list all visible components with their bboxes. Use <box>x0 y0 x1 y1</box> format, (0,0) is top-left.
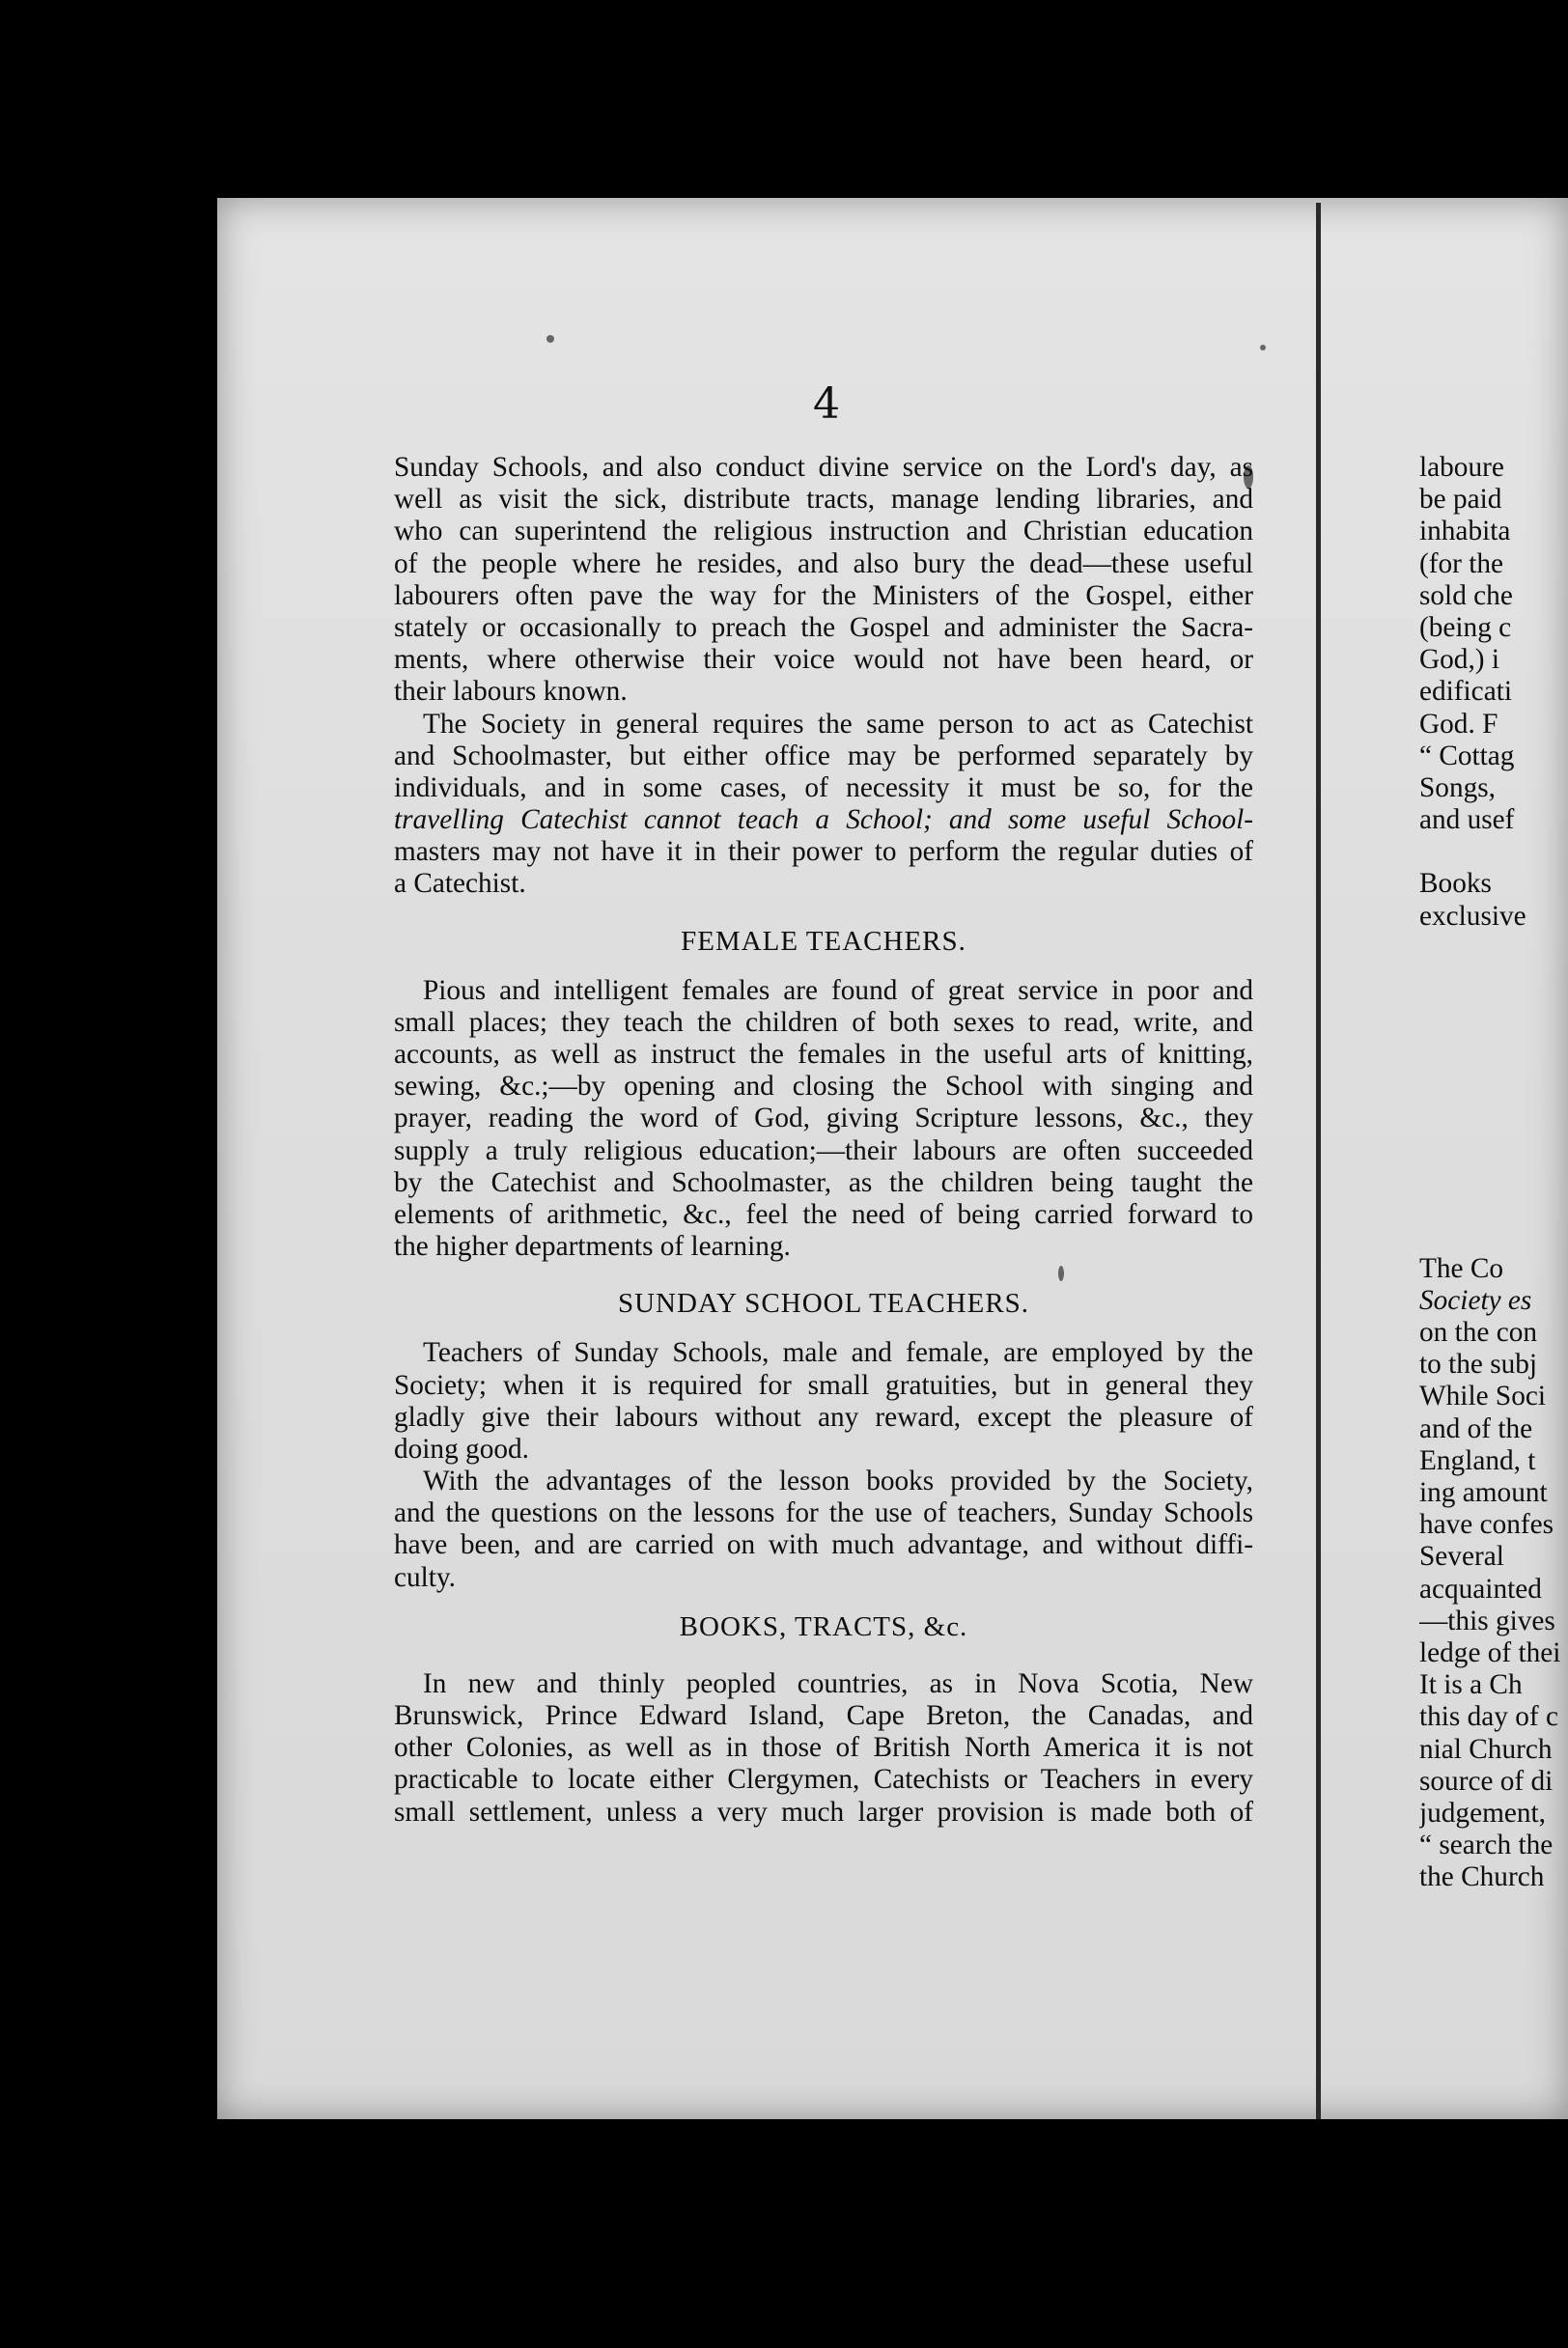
facing-page-line: edificati <box>1419 676 1512 708</box>
text-line: In new and thinly peopled countries, as in Nova Scotia, New <box>423 1667 1253 1699</box>
facing-page-line: be paid <box>1419 484 1502 516</box>
text-line: supply a truly religious education;—their labours are often succeeded <box>394 1134 1253 1166</box>
facing-page-line: ledge of thei <box>1419 1636 1561 1668</box>
facing-page-line: The Co <box>1419 1252 1504 1284</box>
text-line: gladly give their labours without any reward, except the pleasure of <box>394 1401 1253 1433</box>
text-line: and Schoolmaster, but either office may be performed separately by <box>394 740 1253 771</box>
text-line: doing good. <box>394 1433 529 1465</box>
facing-page-line: have confes <box>1419 1509 1554 1541</box>
facing-page-line: England, t <box>1419 1444 1536 1476</box>
facing-page-line: sold che <box>1419 579 1513 611</box>
text-line: With the advantages of the lesson books provided by the Society, <box>423 1466 1253 1497</box>
text-line: accounts, as well as instruct the females in the useful arts of knitting, <box>394 1039 1253 1070</box>
text-line: Sunday Schools, and also conduct divine service on the Lord's day, as <box>394 452 1253 483</box>
facing-page-line: (being c <box>1419 611 1512 643</box>
text-line: small settlement, unless a very much larger provision is made both of <box>394 1796 1253 1828</box>
facing-page-line: It is a Ch <box>1419 1669 1523 1701</box>
facing-page-line: exclusive <box>1419 900 1526 932</box>
paragraph <box>394 452 1253 709</box>
facing-page-line: this day of c <box>1419 1701 1559 1733</box>
facing-page-line <box>1419 1221 1568 1253</box>
facing-page-line: acquainted <box>1419 1573 1542 1605</box>
facing-page-text <box>1419 452 1568 1893</box>
page-number: 4 <box>813 379 840 429</box>
text-line: ments, where otherwise their voice would not have been heard, or <box>394 644 1253 676</box>
facing-page-line: and usef <box>1419 804 1515 836</box>
text-line: stately or occasionally to preach the Gospel and administer the Sacra- <box>394 611 1253 643</box>
facing-page-line: Songs, <box>1419 771 1496 803</box>
text-line: masters may not have it in their power to perform the regular duties of <box>394 836 1253 868</box>
facing-page-line <box>1419 964 1568 996</box>
facing-page-line: ing amount <box>1419 1477 1548 1508</box>
facing-page-line: on the con <box>1419 1317 1538 1349</box>
facing-page-line <box>1419 836 1568 868</box>
page-gutter <box>1316 203 1321 2119</box>
paragraph <box>394 709 1253 901</box>
section-heading: SUNDAY SCHOOL TEACHERS. <box>617 1288 1030 1320</box>
text-line: and the questions on the lessons for the use of teachers, Sunday Schools <box>394 1497 1253 1529</box>
text-line: of the people where he resides, and also bury the dead—these useful <box>394 547 1253 579</box>
facing-page-line: —this gives <box>1419 1605 1555 1636</box>
text-line: Pious and intelligent females are found of great service in poor and <box>423 974 1253 1006</box>
text-line: individuals, and in some cases, of necessity it must be so, for the <box>394 771 1253 803</box>
facing-page-line: (for the <box>1419 547 1504 579</box>
facing-page-line <box>1419 1061 1568 1093</box>
facing-page-line: God. F <box>1419 708 1498 740</box>
paragraph <box>394 1337 1253 1466</box>
facing-page-line: nial Church <box>1419 1733 1553 1765</box>
facing-page-line <box>1419 996 1568 1028</box>
facing-page-line <box>1419 1093 1568 1125</box>
text-line: Teachers of Sunday Schools, male and female, are employed by the <box>423 1337 1253 1369</box>
text-line: by the Catechist and Schoolmaster, as the children being taught the <box>394 1166 1253 1198</box>
facing-page-line: judgement, <box>1419 1797 1546 1829</box>
text-line: labourers often pave the way for the Ministers of the Gospel, either <box>394 579 1253 611</box>
text-line: have been, and are carried on with much advantage, and without diffi- <box>394 1529 1253 1561</box>
text-line: prayer, reading the word of God, giving Scripture lessons, &c., they <box>394 1103 1253 1134</box>
facing-page-line: Society es <box>1419 1284 1532 1316</box>
facing-page-line: inhabita <box>1419 516 1511 547</box>
text-line: who can superintend the religious instruction and Christian education <box>394 516 1253 547</box>
text-line: culty. <box>394 1561 457 1593</box>
text-line: Brunswick, Prince Edward Island, Cape Breton, the Canadas, and <box>394 1700 1253 1731</box>
text-line: the higher departments of learning. <box>394 1231 791 1263</box>
text-line: elements of arithmetic, &c., feel the need of being carried forward to <box>394 1198 1253 1230</box>
facing-page-line: source of di <box>1419 1765 1554 1797</box>
facing-page-line: “ Cottag <box>1419 740 1515 771</box>
text-line: Society; when it is required for small gratuities, but in general they <box>394 1369 1253 1401</box>
facing-page-line: While Soci <box>1419 1381 1546 1412</box>
facing-page-line: and of the <box>1419 1412 1533 1444</box>
facing-page-line <box>1419 1125 1568 1157</box>
text-line: well as visit the sick, distribute tracts, manage lending libraries, and <box>394 484 1253 516</box>
facing-page-line <box>1419 1157 1568 1188</box>
section-heading: BOOKS, TRACTS, &c. <box>679 1610 968 1642</box>
text-line: sewing, &c.;—by opening and closing the School with singing and <box>394 1071 1253 1103</box>
facing-page-line: “ search the <box>1419 1830 1554 1861</box>
paragraph <box>394 1466 1253 1594</box>
facing-page-line <box>1419 1028 1568 1060</box>
facing-page-line: to the subj <box>1419 1349 1538 1381</box>
facing-page-line <box>1419 1188 1568 1220</box>
paragraph <box>394 1668 1253 1829</box>
facing-page-line <box>1419 933 1568 964</box>
text-line: The Society in general requires the same person to act as Catechist <box>423 708 1253 740</box>
text-line: their labours known. <box>394 676 628 708</box>
ink-spot <box>1260 345 1266 350</box>
section-heading: FEMALE TEACHERS. <box>681 925 966 957</box>
text-line: a Catechist. <box>394 868 526 900</box>
facing-page-line: laboure <box>1419 452 1504 483</box>
text-line: practicable to locate either Clergymen, Catechists or Teachers in every <box>394 1764 1253 1796</box>
main-text-column <box>394 452 1253 1829</box>
facing-page-line: the Church <box>1419 1861 1545 1893</box>
facing-page-line: God,) i <box>1419 644 1499 676</box>
text-line: small places; they teach the children of both sexes to read, write, and <box>394 1006 1253 1038</box>
facing-page-line: Books <box>1419 868 1492 900</box>
facing-page-line: Several <box>1419 1541 1504 1573</box>
text-line: travelling Catechist cannot teach a School; and some useful School- <box>394 804 1253 836</box>
paragraph <box>394 975 1253 1264</box>
ink-spot <box>546 335 554 343</box>
text-line: other Colonies, as well as in those of British North America it is not <box>394 1732 1253 1764</box>
